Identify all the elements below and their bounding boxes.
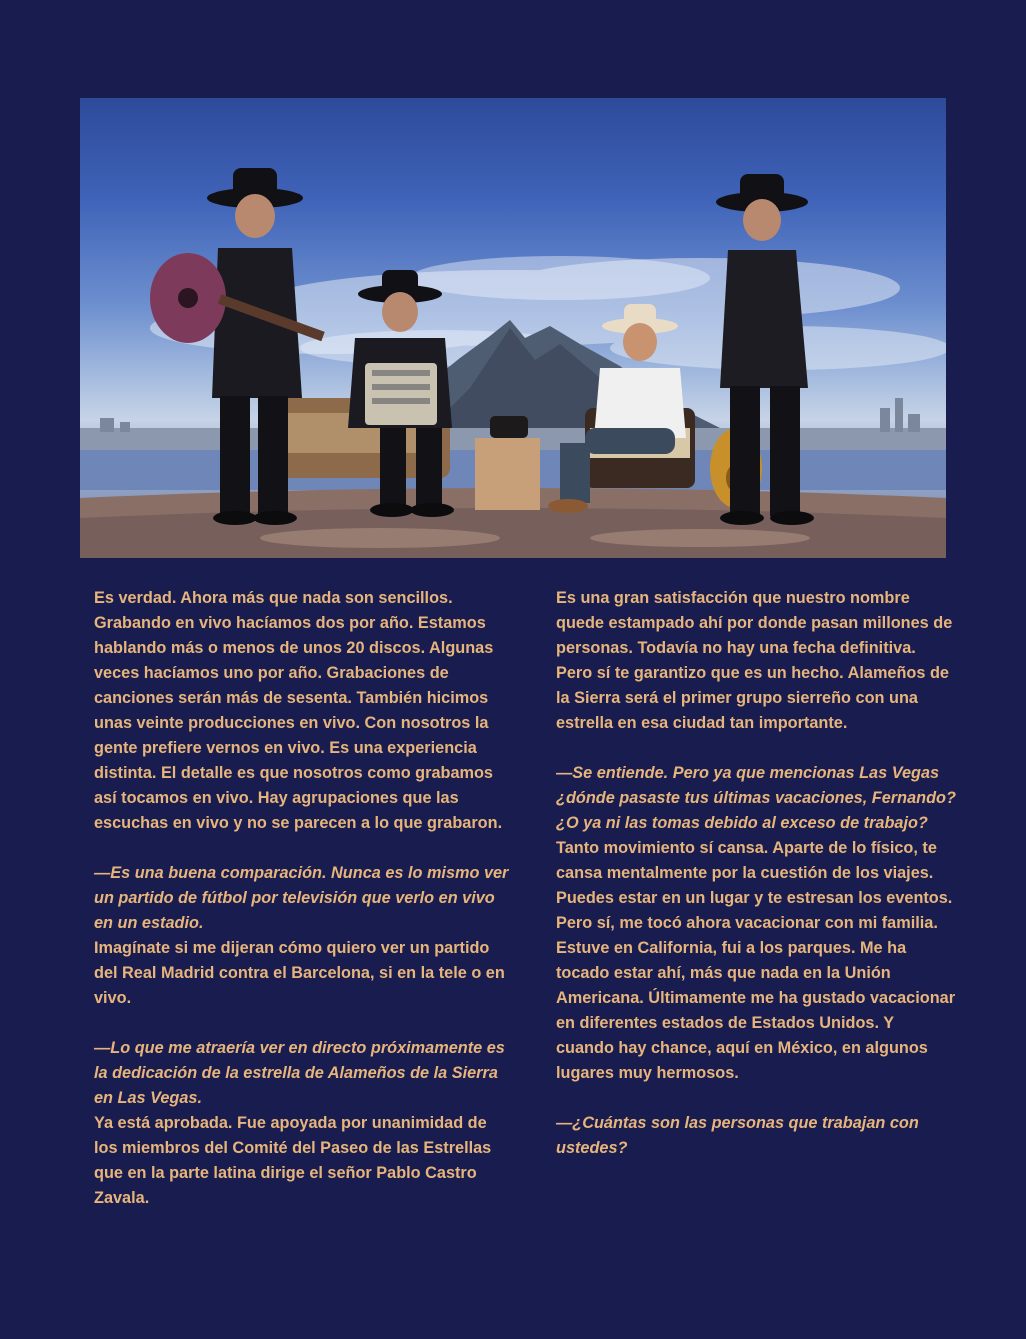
answer-paragraph: Ya está aprobada. Fue apoyada por unanimidad de los miembros del Comité del Paseo de las Estrellas que en la parte latina dirige el señor Pablo Castro Zavala. xyxy=(94,1114,492,1207)
answer-paragraph: Es una gran satisfacción que nuestro nombre quede estampado ahí por donde pasan millones de personas. Todavía no hay una fecha definitiva. Pero sí te garantizo que es un hecho. Alameños de la Sierra será el primer grupo sierreño con una estrella en esa ciudad tan importante. xyxy=(556,589,953,732)
band-photo xyxy=(80,98,946,558)
right-text-column xyxy=(556,586,956,1161)
band-photo-illustration xyxy=(80,98,946,558)
answer-paragraph: Es verdad. Ahora más que nada son sencillos. Grabando en vivo hacíamos dos por año. Estamos hablando más o menos de unos 20 discos. Algunas veces hacíamos uno por año. Grabaciones de canciones serán más de sesenta. También hicimos unas veinte producciones en vivo. Con nosotros la gente prefiere vernos en vivo. Es una experiencia distinta. El detalle es que nosotros como grabamos así tocamos en vivo. Hay agrupaciones que las escuchas en vivo y no se parecen a lo que grabaron. xyxy=(94,589,503,832)
answer-paragraph: Imagínate si me dijeran cómo quiero ver un partido del Real Madrid contra el Barcelona, si en la tele o en vivo. xyxy=(94,939,505,1007)
question-paragraph: —Lo que me atraería ver en directo próximamente es la dedicación de la estrella de Alameños de la Sierra en Las Vegas. xyxy=(94,1039,505,1107)
answer-paragraph: Tanto movimiento sí cansa. Aparte de lo físico, te cansa mentalmente por la cuestión de los viajes. Puedes estar en un lugar y te estresan los eventos. xyxy=(556,839,953,907)
answer-paragraph: Pero sí, me tocó ahora vacacionar con mi familia. Estuve en California, fui a los parques. Me ha tocado estar ahí, más que nada en la Unión Americana. Últimamente me ha gustado vacacionar en diferentes estados de Estados Unidos. Y cuando hay chance, aquí en México, en algunos lugares muy hermosos. xyxy=(556,914,956,1082)
question-paragraph: —¿Cuántas son las personas que trabajan con ustedes? xyxy=(556,1114,919,1157)
left-text-column xyxy=(94,586,514,1211)
question-paragraph: —Se entiende. Pero ya que mencionas Las Vegas ¿dónde pasaste tus últimas vacaciones, Fernando? ¿O ya ni las tomas debido al exceso de trabajo? xyxy=(556,764,956,832)
question-paragraph: —Es una buena comparación. Nunca es lo mismo ver un partido de fútbol por televisión que verlo en vivo en un estadio. xyxy=(94,864,509,932)
